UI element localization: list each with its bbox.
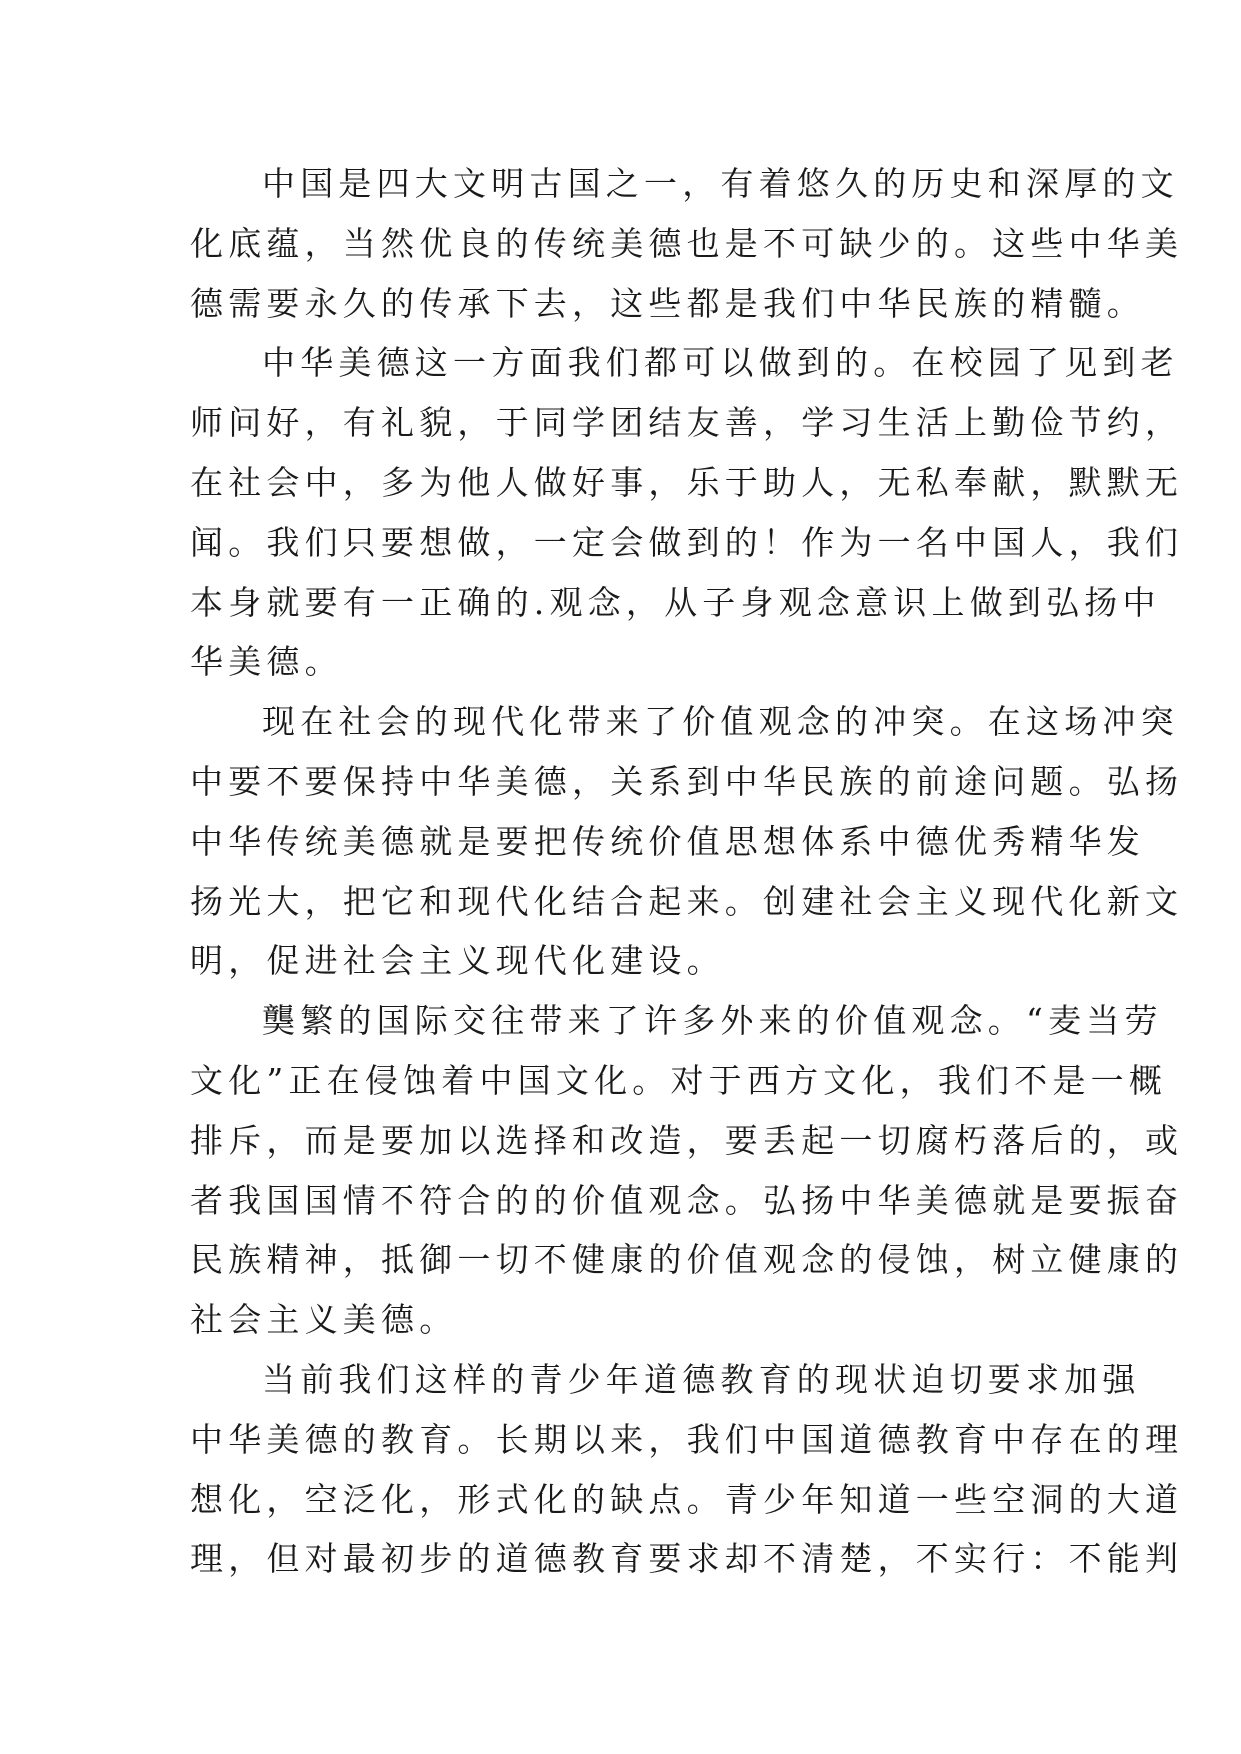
paragraph-2 (190, 333, 1184, 692)
paragraph-line: 扬光大，把它和现代化结合起来。创建社会主义现代化新文 (190, 881, 1184, 921)
paragraph-line: 师问好，有礼貌，于同学团结友善，学习生活上勤俭节约， (190, 403, 1184, 443)
paragraph-4 (190, 991, 1184, 1350)
paragraph-line: 社会主义美德。 (190, 1300, 458, 1340)
paragraph-3 (190, 692, 1184, 991)
paragraph-line: 本身就要有一正确的.观念，从子身观念意识上做到弘扬中 (190, 582, 1161, 622)
paragraph-line: 排斥，而是要加以选择和改造，要丢起一切腐朽落后的，或 (190, 1120, 1184, 1160)
paragraph-line: 在社会中，多为他人做好事，乐于助人，无私奉献，默默无 (190, 462, 1184, 502)
paragraph-line: 者我国国情不符合的的价值观念。弘扬中华美德就是要振奋 (190, 1180, 1184, 1220)
paragraph-line: 闻。我们只要想做，一定会做到的！作为一名中国人，我们 (190, 522, 1184, 562)
paragraph-line: 当前我们这样的青少年道德教育的现状迫切要求加强 (262, 1359, 1141, 1399)
paragraph-line: 中华美德这一方面我们都可以做到的。在校园了见到老 (262, 343, 1179, 383)
essay-body (190, 154, 1184, 1589)
paragraph-line: 中国是四大文明古国之一，有着悠久的历史和深厚的文 (262, 164, 1179, 203)
paragraph-line: 中华美德的教育。长期以来，我们中国道德教育中存在的理 (190, 1419, 1184, 1459)
paragraph-line: 民族精神，抵御一切不健康的价值观念的侵蚀，树立健康的 (190, 1240, 1184, 1280)
paragraph-line: 明，促进社会主义现代化建设。 (190, 941, 725, 981)
paragraph-line: 华美德。 (190, 642, 343, 682)
paragraph-line: 文化”正在侵蚀着中国文化。对于西方文化，我们不是一概 (190, 1060, 1168, 1100)
paragraph-line: 化底蕴，当然优良的传统美德也是不可缺少的。这些中华美 (190, 223, 1184, 263)
paragraph-line: 德需要永久的传承下去，这些都是我们中华民族的精髓。 (190, 283, 1145, 323)
paragraph-1 (190, 154, 1184, 333)
paragraph-line: 想化，空泛化，形式化的缺点。青少年知道一些空洞的大道 (190, 1479, 1184, 1519)
paragraph-line: 中要不要保持中华美德，关系到中华民族的前途问题。弘扬 (190, 761, 1184, 801)
paragraph-line: 龑繁的国际交往带来了许多外来的价值观念。“麦当劳 (262, 1001, 1163, 1041)
paragraph-line: 现在社会的现代化带来了价值观念的冲突。在这场冲突 (262, 702, 1179, 742)
paragraph-5 (190, 1350, 1184, 1589)
paragraph-line: 理，但对最初步的道德教育要求却不清楚，不实行：不能判 (190, 1539, 1184, 1579)
paragraph-line: 中华传统美德就是要把传统价值思想体系中德优秀精华发 (190, 821, 1145, 861)
